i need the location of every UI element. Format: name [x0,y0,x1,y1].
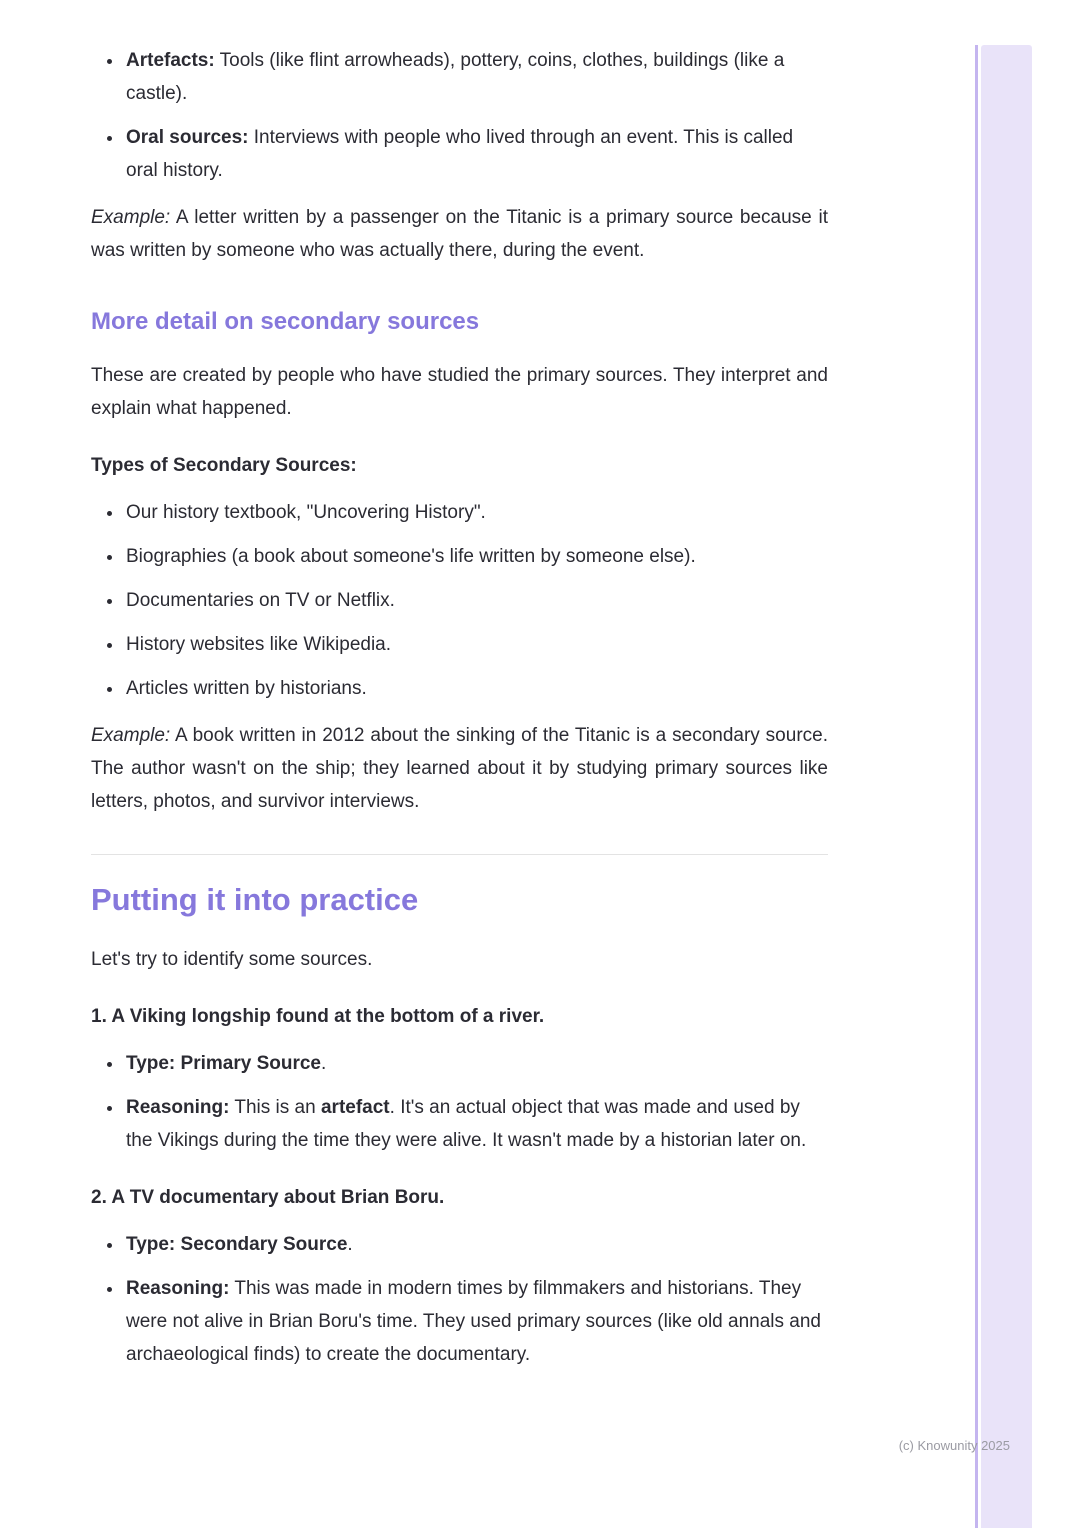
list-item-text: Interviews with people who lived through an event. This is called oral history. [126,127,794,181]
list-item [124,1228,828,1261]
practice-item-2-list [91,1228,828,1371]
example-label: Example: [91,207,171,228]
reasoning-emphasis: artefact [320,1097,390,1118]
type-label: Type: Secondary Source [126,1234,348,1255]
example-label: Example: [91,725,171,746]
copyright-watermark: (c) Knowunity 2025 [898,1438,1010,1453]
secondary-sources-intro: These are created by people who have studied the primary sources. They interpret and explain what happened. [91,365,828,419]
type-label: Type: Primary Source [126,1053,322,1074]
primary-source-types-list [91,44,828,187]
reasoning-text: This is an [229,1097,321,1118]
list-item-text: Tools (like flint arrowheads), pottery, coins, clothes, buildings (like a castle). [126,50,785,104]
practice-item-2-heading: 2. A TV documentary about Brian Boru. [91,1187,445,1208]
page-title-putting-into-practice: Putting it into practice [91,882,419,917]
practice-intro: Let's try to identify some sources. [91,949,373,970]
page-edge-accent-line [975,45,978,1528]
document-content [91,44,828,1382]
list-item [124,1272,828,1371]
practice-item-1-list [91,1047,828,1157]
reasoning-text: This was made in modern times by filmmakers and historians. They were not alive in Brian Boru's time. They used primary sources (like old annals and archaeological finds) to create the documentary. [126,1278,821,1365]
list-item: • Documentaries on TV or Netflix. [124,584,828,617]
example-text: A book written in 2012 about the sinking of the Titanic is a secondary source. The author wasn't on the ship; they learned about it by studying primary sources like letters, photos, and survivor interviews. [91,725,828,812]
reasoning-label: Reasoning: [126,1097,230,1118]
decorative-sidebar [981,45,1032,1528]
list-item-term: Oral sources: [126,127,249,148]
list-item: • Articles written by historians. [124,672,828,705]
list-item: • History websites like Wikipedia. [124,628,828,661]
type-tail: . [321,1053,327,1074]
example-paragraph-secondary [91,719,828,818]
list-item-term: Artefacts: [126,50,215,71]
list-item [124,121,828,187]
reasoning-text: . It's an actual object that was made and used by the Vikings during the time they were alive. It wasn't made by a historian later on. [126,1097,807,1151]
list-item [124,1091,828,1157]
secondary-sources-list [91,496,828,705]
list-item [124,1047,828,1080]
list-item: • Our history textbook, "Uncovering History". [124,496,828,529]
types-of-secondary-sources-heading: Types of Secondary Sources: [91,455,357,476]
section-heading-secondary-sources: More detail on secondary sources [91,308,480,335]
list-item [124,44,828,110]
example-text: A letter written by a passenger on the Titanic is a primary source because it was written by someone who was actually there, during the event. [91,207,828,261]
type-tail: . [347,1234,353,1255]
example-paragraph-primary [91,201,828,267]
section-divider [91,854,828,855]
list-item: • Biographies (a book about someone's life written by someone else). [124,540,828,573]
practice-item-1-heading: 1. A Viking longship found at the bottom of a river. [91,1006,545,1027]
reasoning-label: Reasoning: [126,1278,230,1299]
